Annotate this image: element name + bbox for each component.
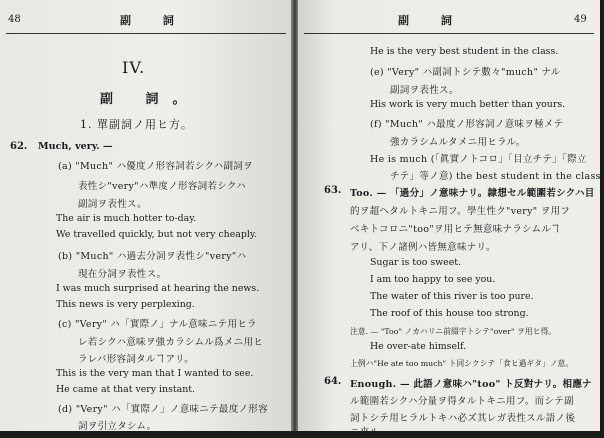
entry-number: 63. (324, 185, 342, 196)
running-header: 副 詞 (398, 14, 466, 27)
text-line: レ若シクハ意味ヲ強カラシムル爲メニ用ヒ (78, 337, 264, 348)
example-sentence: His work is very much better than yours. (370, 99, 566, 110)
text-line: (c) "Very" ハ「實際ノ」ナル意味ニテ用ヒラ (58, 319, 257, 330)
left-page (0, 0, 292, 431)
text-line: ラレバ形容詞タルヿアリ。 (78, 354, 195, 365)
text-line: ル範圍若シクハ分量ヲ得タルトキニ用フ。而シテ副 (350, 396, 574, 407)
example-sentence: I was much surprised at hearing the news. (56, 283, 260, 294)
example-sentence: This is the very man that I wanted to see. (56, 368, 254, 379)
text-line: 副詞ヲ表性ス。 (390, 85, 459, 96)
text-line: (a) "Much" ハ優度ノ形容詞若シクハ副詞ヲ (58, 161, 253, 172)
example-sentence: The air is much hotter to-day. (56, 213, 197, 224)
text-line: 現在分詞ヲ表性ス。 (78, 269, 167, 280)
example-sentence: I am too happy to see you. (370, 274, 496, 285)
text-line: (e) "Very" ハ副詞トシテ數々"much" ナル (370, 67, 561, 78)
text-line: 強カラシムルタメニ用ヒラル。 (390, 137, 526, 148)
chapter-roman: IV. (122, 58, 146, 77)
right-page (298, 0, 604, 438)
text-line: アリ、下ノ諸例ハ皆無意味ナリ。 (350, 242, 496, 253)
example-sentence: We travelled quickly, but not very cheaply. (56, 229, 257, 240)
example-sentence: The roof of this house too strong. (370, 308, 529, 319)
text-line: ニ來ル。 (350, 427, 389, 438)
text-line: Too. — 「過分」ノ意味ナリ。隷想セル範圍若シクハ目 (350, 188, 595, 199)
entry-number: 64. (324, 376, 342, 387)
example-sentence: He is the very best student in the class. (370, 46, 559, 57)
text-line: 詞ヲ引立タシム。 (78, 421, 157, 432)
example-sentence: This news is very perplexing. (56, 299, 195, 310)
text-line: 表性シ"very"ハ準度ノ形容詞若シクハ (78, 181, 246, 192)
text-line: (b) "Much" ハ過去分詞ヲ表性シ"very"ハ (58, 251, 247, 262)
note-line: 上例ハ"He ate too much" ト同シクシテ「食ヒ過ギタ」ノ意。 (350, 359, 574, 368)
text-line: (d) "Very" ハ「實際ノ」ノ意味ニテ最度ノ形容 (58, 404, 268, 415)
example-sentence: He over-ate himself. (370, 341, 467, 352)
text-line: ベキトコロニ"too"ヲ用ヒテ無意味ナラシムルヿ (350, 224, 561, 235)
text-line: He is much (「眞實ノトコロ」「目立チテ」「際立 (370, 154, 587, 165)
example-sentence: Sugar is too sweet. (370, 257, 462, 268)
text-line: 的ヲ超ヘタルトキニ用フ。學生性ク"very" ヲ用フ (350, 206, 571, 217)
entry-number: 62. (10, 141, 28, 152)
header-rule (6, 33, 286, 34)
chapter-title: 副 詞。 (100, 92, 200, 107)
text-line: Enough. — 此語ノ意味ハ"too" ト反對ナリ。相應ナ (350, 379, 592, 390)
subsection-title: 1. 單副詞ノ用ヒ方。 (80, 118, 193, 131)
running-header: 副 詞 (120, 14, 188, 27)
text-line: 詞トシテ用ヒラルトキハ必ズ其レガ表性スル語ノ後 (350, 413, 576, 424)
text-line: (f) "Much" ハ最度ノ形容詞ノ意味ヲ極メテ (370, 119, 564, 130)
example-sentence: He came at that very instant. (56, 384, 196, 395)
page-number: 49 (574, 14, 587, 25)
entry-head: Much, very. — (38, 141, 113, 152)
text-line: 副詞ヲ表性ス。 (78, 199, 147, 210)
text-line: チテ」等ノ意) the best student in the class. (390, 171, 604, 182)
page-number: 48 (8, 14, 21, 25)
example-sentence: The water of this river is too pure. (370, 291, 534, 302)
note-line: 注意. — "Too" ノカハリニ前綴字トシテ"over" ヲ用ヒ得。 (350, 327, 557, 336)
header-rule (304, 33, 594, 34)
